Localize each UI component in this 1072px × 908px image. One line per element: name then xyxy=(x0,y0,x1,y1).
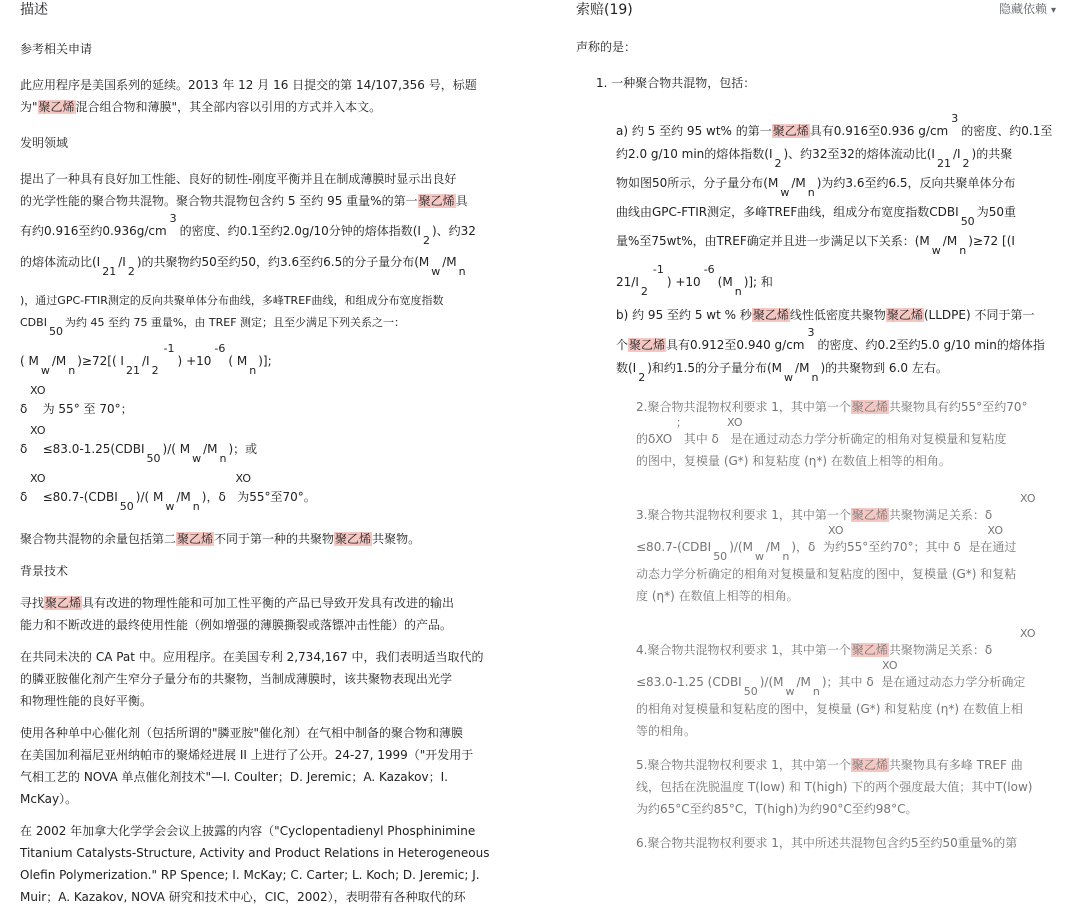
paragraph-background-1: 寻找聚乙烯具有改进的物理性能和可加工性平衡的产品已导致开发具有改进的输出 能力和不断改进的最终使用性能（例如增强的薄膜撕裂或落镖冲击性能）的产品。 xyxy=(20,596,455,632)
claim-4: XO 4.聚合物共混物权利要求 1，其中第一个聚乙烯共聚物满足关系：δ XO ≤83.0-1.25 (CDBI50)/(Mw/Mn)；其中 δ 是在通过动态力学分析确定 的相角对复模量和复粘度的图中，复模量 (G*) 和复粘度 (η*) 在数值上相 等的相角。 xyxy=(636,627,1036,738)
search-highlight: 聚乙烯 xyxy=(177,532,214,546)
paragraph-field: 提出了一种具有良好加工性能、良好的韧性-刚度平衡并且在制成薄膜时显示出良好 的光学性能的聚合物共混物。聚合物共混物包含约 5 至约 95 重量%的第一聚乙烯具 有约0.916至约0.936g/cm3的密度、约0.1至约2.0g/10分钟的熔体指数(I2)、约32 的熔体流动比(I21/I2)的共聚物约50至约50，约3.6至约6.5的分子量分布(Mw/Mn )，通过GPC-FTIR测定的反向共聚单体分布曲线，多峰TREF曲线，和组成分布宽度指数 CDBI50为约 45 至约 75 重量%，由 TREF 测定；且至少满足下列关系之一： xyxy=(20,172,476,338)
section-background: 背景技术 xyxy=(20,564,69,578)
search-highlight: 聚乙烯 xyxy=(851,400,888,414)
section-field-of-invention: 发明领域 xyxy=(20,136,69,150)
claim-2: 2.聚合物共混物权利要求 1，其中第一个聚乙烯共聚物具有约55°至约70° ； XO 的δXO 其中 δ 是在通过动态力学分析确定的相角对复模量和复粘度 的图中，复模量 (G*) 和复粘度 (η*) 在数值上相等的相角。 xyxy=(636,400,1028,468)
search-highlight: 聚乙烯 xyxy=(851,758,888,772)
search-highlight: 聚乙烯 xyxy=(851,643,888,657)
search-highlight: 聚乙烯 xyxy=(38,100,75,114)
paragraph-background-2: 在共同未决的 CA Pat 中。应用程序。在美国专利 2,734,167 中，我们表明适当取代的 的膦亚胺催化剂产生窄分子量分布的共聚物，当制成薄膜时，该共聚物表现出光学 和物理性能的良好平衡。 xyxy=(20,650,484,708)
claim-5: 5.聚合物共混物权利要求 1，其中第一个聚乙烯共聚物具有多峰 TREF 曲 线，包括在洗脱温度 T(low) 和 T(high) 下的两个强度最大值；其中T(low) 为约65°C至约85°C，T(high)为约90°C至约98°C。 xyxy=(636,758,1033,816)
search-highlight: 聚乙烯 xyxy=(752,308,789,322)
claim-1a: a) 约 5 至约 95 wt% 的第一聚乙烯具有0.916至0.936 g/cm3的密度、约0.1至 约2.0 g/10 min的熔体指数(I2)、约32至32的熔体流动比(I21/I2)的共聚 物如图50所示，分子量分布(Mw/Mn)为约3.6至约6.5，反向共聚单体分布 曲线由GPC-FTIR测定，多峰TREF曲线，组成分布宽度指数CDBI50为50重 量%至75wt%，由TREF确定并且进一步满足以下关系：(Mw/Mn)≥72 [(I 21/I2-1) +10-6(Mn)]; 和 xyxy=(616,112,1053,298)
description-panel xyxy=(20,0,498,904)
paragraph-related-app: 此应用程序是美国系列的延续。2013 年 12 月 16 日提交的第 14/107,356 号，标题 为"聚乙烯混合组合物和薄膜"，其全部内容以引用的方式并入本文。 xyxy=(20,78,477,114)
claims-header: 索赔(19) xyxy=(576,2,633,18)
search-highlight: 聚乙烯 xyxy=(418,194,455,208)
paragraph-blend-balance: 聚合物共混物的余量包括第二聚乙烯不同于第一种的共聚物聚乙烯共聚物。 xyxy=(20,532,421,546)
claims-panel xyxy=(576,0,1060,876)
description-header: 描述 xyxy=(20,2,48,18)
search-highlight: 聚乙烯 xyxy=(772,124,809,138)
claims-intro: 声称的是： xyxy=(576,40,637,54)
claim-1b: b) 约 95 至约 5 wt % 秒聚乙烯线性低密度共聚物聚乙烯(LLDPE) 不同于第一 个聚乙烯具有0.912至0.940 g/cm3的密度、约0.2至约5.0 g/10 min的熔体指 数(I2)和约1.5的分子量分布(Mw/Mn)的共聚物到 6.0 左右。 xyxy=(616,308,1045,384)
search-highlight: 聚乙烯 xyxy=(335,532,372,546)
paragraph-background-3: 使用各种单中心催化剂（包括所谓的"膦亚胺"催化剂）在气相中制备的聚合物和薄膜 在美国加利福尼亚州纳帕市的聚烯烃进展 II 上进行了公开。24-27, 1999（"开发用于 气相工艺的 NOVA 单点催化剂技术"—I. Coulter；D. Jeremic；A. Kazakov；I. McKay）。 xyxy=(20,726,474,806)
search-highlight: 聚乙烯 xyxy=(886,308,923,322)
claim-6: 6.聚合物共混物权利要求 1，其中所述共混物包含约5至约50重量%的第 xyxy=(636,836,1018,850)
formula-block: ( Mw/Mn)≥72[( I21/I2-1) +10-6( Mn)]; XO δ 为 55° 至 70°； XO δ ≤83.0-1.25(CDBI50)/( Mw/Mn)；或 XO XO δ ≤80.7-(CDBI50)/( Mw/Mn)，δ 为55°至70°。 xyxy=(20,342,316,513)
chevron-down-icon: ▾ xyxy=(1050,5,1056,16)
paragraph-background-4: 在 2002 年加拿大化学学会会议上披露的内容（"Cyclopentadienyl Phosphinimine Titanium Catalysts-Structure, Activity and Product Relations in Heterogeneous Olefin Polymerization." RP Spence; I. McKay; C. Carter; L. Koch; D. Jeremic; J. Muir；A. Kazakov, NOVA 研究和技术中心，CIC，2002），表明带有各种取代的环 xyxy=(20,824,490,904)
claim-1: 1. 一种聚合物共混物，包括： xyxy=(596,76,756,90)
search-highlight: 聚乙烯 xyxy=(851,508,888,522)
claim-3: XO 3.聚合物共混物权利要求 1，其中第一个聚乙烯共聚物满足关系：δ XO XO ≤80.7-(CDBI50)/(Mw/Mn)，δ 为约55°至约70°；其中 δ 是在通过 动态力学分析确定的相角对复模量和复粘度的图中，复模量 (G*) 和复粘 度 (η*) 在数值上相等的相角。 xyxy=(636,492,1036,603)
section-related-applications: 参考相关申请 xyxy=(20,42,93,56)
hide-dependent-toggle[interactable]: 隐藏依赖 ▾ xyxy=(998,2,1056,16)
search-highlight: 聚乙烯 xyxy=(629,338,666,352)
search-highlight: 聚乙烯 xyxy=(45,596,82,610)
